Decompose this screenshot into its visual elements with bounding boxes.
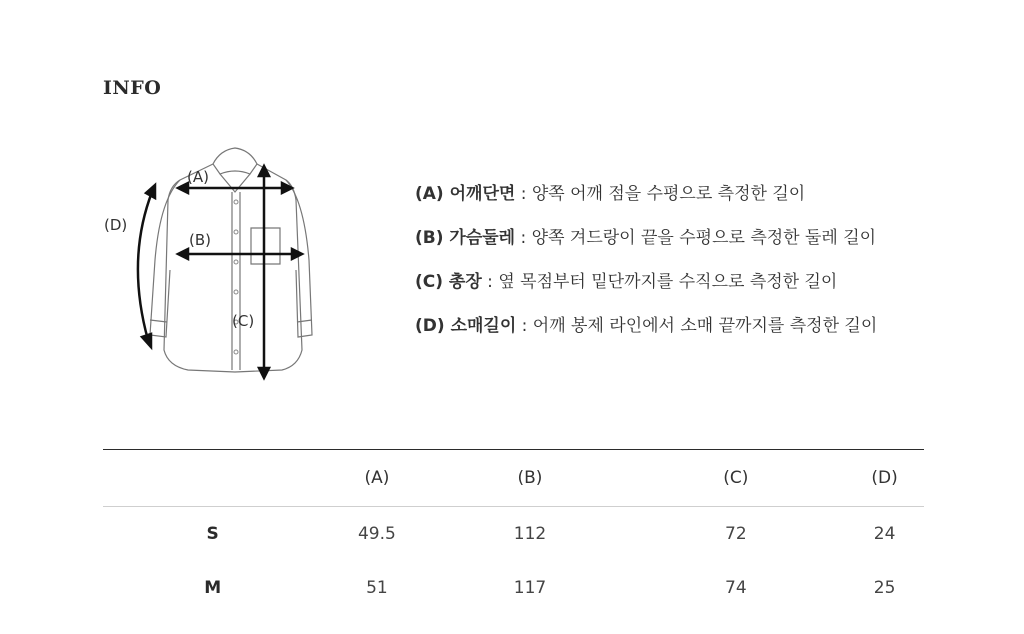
cell-a: 51 (366, 578, 388, 598)
legend-desc: : 양쪽 겨드랑이 끝을 수평으로 측정한 둘레 길이 (515, 228, 877, 248)
legend-row-d (415, 312, 995, 356)
legend-desc: : 옆 목점부터 밑단까지를 수직으로 측정한 길이 (481, 272, 838, 292)
diagram-label-c: (C) (232, 312, 255, 330)
diagram-label-a: (A) (187, 168, 209, 186)
measure-arrow-d (138, 185, 155, 347)
table-row (103, 507, 924, 561)
table-header-row (103, 450, 924, 507)
cell-d: 25 (873, 578, 896, 598)
legend-key: (D) 소매길이 (415, 316, 517, 336)
size-table (103, 449, 924, 615)
cell-a: 49.5 (357, 524, 396, 544)
size-label: M (204, 578, 222, 598)
cell-c: 72 (725, 524, 747, 544)
shirt-outline (150, 148, 312, 372)
legend-desc: : 양쪽 어깨 점을 수평으로 측정한 길이 (515, 184, 806, 204)
measure-arrow-c (259, 166, 269, 378)
table-row (103, 561, 924, 615)
legend-key: (C) 총장 (415, 272, 482, 292)
legend-row-a (415, 180, 995, 224)
shirt-buttons (234, 200, 238, 354)
table-header-c: (C) (723, 468, 749, 488)
table-header-b: (B) (517, 468, 543, 488)
legend-row-c (415, 268, 995, 312)
legend-desc: : 어깨 봉제 라인에서 소매 끝까지를 측정한 길이 (516, 316, 878, 336)
size-label: S (206, 524, 219, 544)
table-header-a: (A) (364, 468, 390, 488)
legend-key: (A) 어깨단면 (415, 184, 516, 204)
legend-key: (B) 가슴둘레 (415, 228, 516, 248)
cell-c: 74 (725, 578, 747, 598)
page-title: INFO (103, 77, 162, 99)
cell-b: 112 (513, 524, 547, 544)
legend-row-b (415, 224, 995, 268)
cell-d: 24 (873, 524, 896, 544)
diagram-label-b: (B) (189, 231, 211, 249)
shirt-diagram (100, 140, 340, 390)
table-header-d: (D) (871, 468, 898, 488)
diagram-label-d: (D) (104, 216, 128, 234)
cell-b: 117 (513, 578, 547, 598)
measurement-legend (415, 180, 995, 356)
